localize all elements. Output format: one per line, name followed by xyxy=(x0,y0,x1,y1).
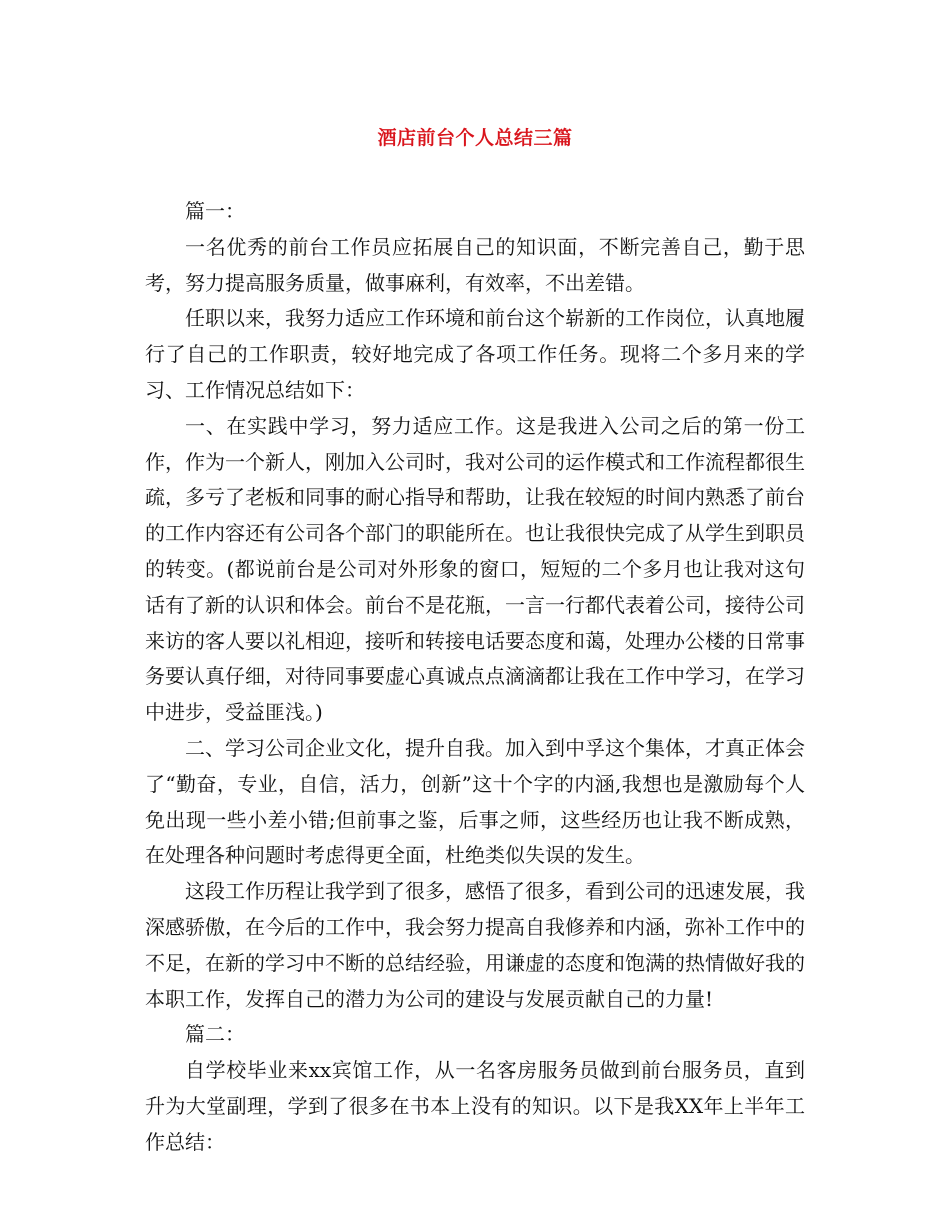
body-paragraph: 二、学习公司企业文化，提升自我。加入到中孚这个集体，才真正体会了“勤奋，专业，自信，活力，创新”这十个字的内涵,我想也是激励每个人免出现一些小差小错;但前事之鉴，后事之师，这些经历也让我不断成熟，在处理各种问题时考虑得更全面，杜绝类似失误的发生。 xyxy=(145,735,805,868)
body-paragraph: 一名优秀的前台工作员应拓展自己的知识面，不断完善自己，勤于思考，努力提高服务质量，做事麻利，有效率，不出差错。 xyxy=(145,234,805,295)
body-paragraph: 一、在实践中学习，努力适应工作。这是我进入公司之后的第一份工作，作为一个新人，刚加入公司时，我对公司的运作模式和工作流程都很生疏，多亏了老板和同事的耐心指导和帮助，让我在较短的时间内熟悉了前台的工作内容还有公司各个部门的职能所在。也让我很快完成了从学生到职员的转变。(都说前台是公司对外形象的窗口，短短的二个多月也让我对这句话有了新的认识和体会。前台不是花瓶，一言一行都代表着公司，接待公司来访的客人要以礼相迎，接听和转接电话要态度和蔼，处理办公楼的日常事务要认真仔细，对待同事要虚心真诚点点滴滴都让我在工作中学习，在学习中进步，受益匪浅。) xyxy=(145,413,805,725)
body-paragraph: 这段工作历程让我学到了很多，感悟了很多，看到公司的迅速发展，我深感骄傲，在今后的工作中，我会努力提高自我修养和内涵，弥补工作中的不足，在新的学习中不断的总结经验，用谦虚的态度和饱满的热情做好我的本职工作，发挥自己的潜力为公司的建设与发展贡献自己的力量! xyxy=(145,879,805,1011)
body-paragraph: 任职以来，我努力适应工作环境和前台这个崭新的工作岗位，认真地履行了自己的工作职责，较好地完成了各项工作任务。现将二个多月来的学习、工作情况总结如下： xyxy=(145,306,805,402)
document-body xyxy=(145,194,805,1161)
document-title: 酒店前台个人总结三篇 xyxy=(377,127,573,149)
body-paragraph: 自学校毕业来xx宾馆工作，从一名客房服务员做到前台服务员，直到升为大堂副理，学到了很多在书本上没有的知识。以下是我XX年上半年工作总结： xyxy=(145,1058,805,1154)
section-heading-1: 篇一： xyxy=(185,199,245,223)
section-heading-2: 篇二： xyxy=(185,1022,245,1047)
